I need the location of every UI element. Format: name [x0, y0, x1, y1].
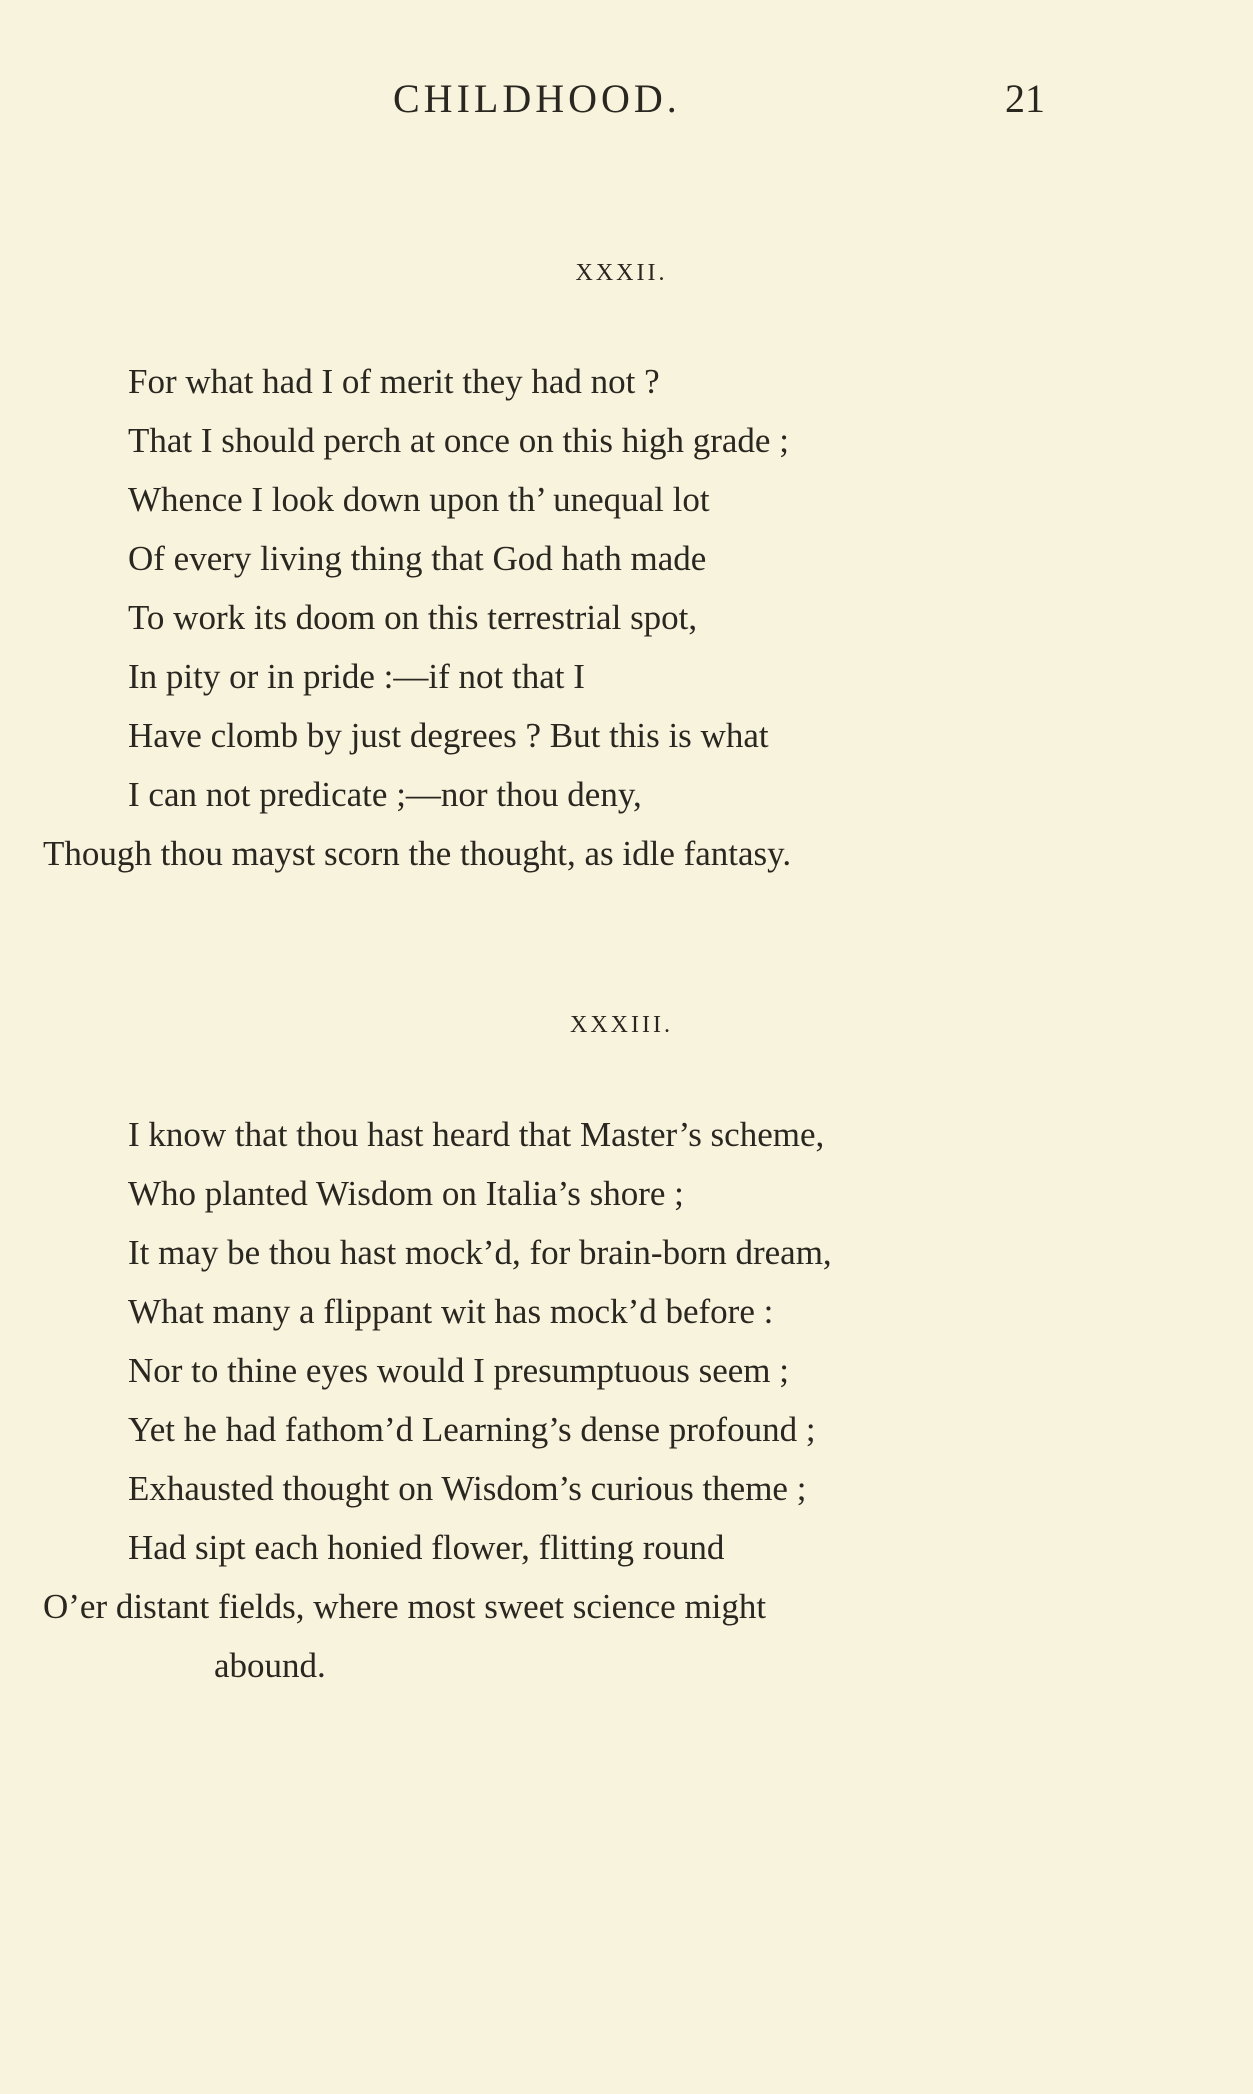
verse-line-continuation: abound.	[214, 1646, 326, 1685]
verse-line: To work its doom on this terrestrial spot,	[128, 598, 698, 637]
verse-line: In pity or in pride :—if not that I	[128, 657, 585, 696]
verse-line: Whence I look down upon th’ unequal lot	[128, 480, 710, 519]
verse-line: O’er distant fields, where most sweet science might	[43, 1587, 767, 1626]
verse-line: I know that thou hast heard that Master’s scheme,	[128, 1115, 825, 1154]
verse-line: Who planted Wisdom on Italia’s shore ;	[128, 1174, 684, 1213]
page-number: 21	[1005, 76, 1045, 121]
verse-line: Though thou mayst scorn the thought, as idle fantasy.	[43, 834, 792, 873]
verse-line: Nor to thine eyes would I presumptuous seem ;	[128, 1351, 790, 1390]
verse-line: Have clomb by just degrees ? But this is what	[128, 716, 769, 755]
verse-line: For what had I of merit they had not ?	[128, 362, 660, 401]
running-title: CHILDHOOD.	[393, 76, 681, 121]
verse-line: It may be thou hast mock’d, for brain-born dream,	[128, 1233, 832, 1272]
verse-line: What many a flippant wit has mock’d before :	[128, 1292, 774, 1331]
verse-line: Had sipt each honied flower, flitting round	[128, 1528, 725, 1567]
running-head	[0, 74, 1253, 124]
verse-line: Yet he had fathom’d Learning’s dense profound ;	[128, 1410, 816, 1449]
stanza-number: XXXII.	[575, 260, 668, 286]
verse-line: That I should perch at once on this high grade ;	[128, 421, 789, 460]
verse-line: Of every living thing that God hath made	[128, 539, 707, 578]
verse-line: Exhausted thought on Wisdom’s curious theme ;	[128, 1469, 807, 1508]
verse-line: I can not predicate ;—nor thou deny,	[128, 775, 642, 814]
stanza-number: XXXIII.	[570, 1012, 673, 1038]
